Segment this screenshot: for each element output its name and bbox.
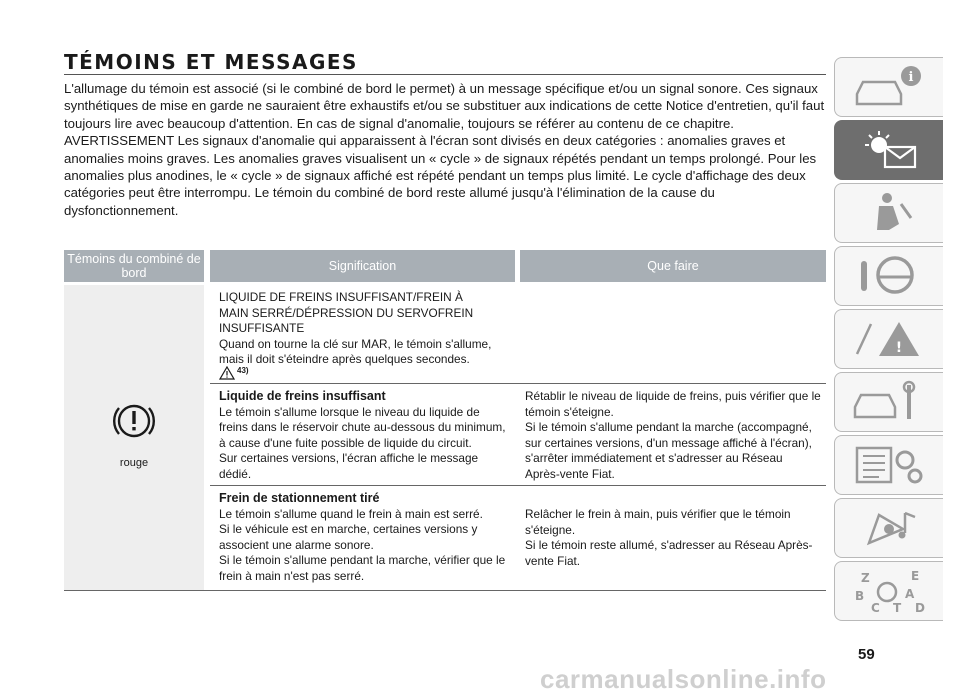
lamp-cell xyxy=(64,285,204,590)
intro-text xyxy=(64,80,826,219)
car-info-icon xyxy=(849,64,929,110)
index-letter: D xyxy=(915,601,925,614)
road-emergency-icon xyxy=(849,316,929,362)
column-header-lamp: Témoins du combiné de bord xyxy=(64,250,204,282)
tab-car-info[interactable] xyxy=(834,57,943,117)
action-line: Après-vente Fiat. xyxy=(525,466,615,481)
row-parking-brake-meaning xyxy=(219,491,519,585)
action-line: s'arrêter immédiatement et s'adresser au Réseau xyxy=(525,451,783,466)
row-divider xyxy=(210,383,826,384)
meaning-line: à cause d'une fuite possible de liquide du circuit. xyxy=(219,435,472,450)
meaning-line: Le témoin s'allume quand le frein à main est serré. xyxy=(219,506,483,521)
tab-emergency[interactable] xyxy=(834,309,943,369)
svg-text:i: i xyxy=(908,70,914,85)
watermark: carmanualsonline.info xyxy=(540,664,827,694)
index-letter: C xyxy=(871,601,880,614)
row-divider xyxy=(210,485,826,486)
row-parking-brake-action xyxy=(525,507,826,569)
meaning-line: Si le témoin s'allume pendant la marche, vérifier que le xyxy=(219,553,506,568)
index-letter: Z xyxy=(861,571,870,585)
index-letter: B xyxy=(855,589,865,603)
tab-warning-lights-messages[interactable] xyxy=(834,120,943,180)
column-header-meaning: Signification xyxy=(210,250,515,282)
index-letter: A xyxy=(905,587,915,601)
table-bottom-rule xyxy=(64,590,826,591)
action-line: Rétablir le niveau de liquide de freins, puis vérifier que le xyxy=(525,389,821,403)
warning-lights-messages-icon xyxy=(849,127,929,173)
title-divider xyxy=(64,74,826,75)
tab-safety[interactable] xyxy=(834,183,943,243)
meaning-line: frein à main n'est pas serré. xyxy=(219,568,365,583)
car-maintenance-icon xyxy=(849,379,929,425)
lamp-color-label: rouge xyxy=(119,457,149,469)
tab-multimedia[interactable] xyxy=(834,498,943,558)
multimedia-icon xyxy=(849,505,929,551)
warning-triangle-icon xyxy=(219,366,235,380)
meaning-line: Sur certaines versions, l'écran affiche le message xyxy=(219,451,479,466)
column-header-action: Que faire xyxy=(520,250,826,282)
general-line: Quand on tourne la clé sur MAR, le témoin s'allume, xyxy=(219,336,492,351)
tab-index[interactable] xyxy=(834,561,943,621)
meaning-line: Le témoin s'allume lorsque le niveau du liquide de xyxy=(219,404,480,419)
general-line: MAIN SERRÉ/DÉPRESSION DU SERVOFREIN xyxy=(219,305,474,320)
action-line: vente Fiat. xyxy=(525,553,581,568)
action-line: s'éteigne. xyxy=(525,522,576,537)
tab-technical-data[interactable] xyxy=(834,435,943,495)
row-heading: Liquide de freins insuffisant xyxy=(219,389,386,403)
airbag-safety-icon xyxy=(849,190,929,236)
action-line: Si le témoin reste allumé, s'adresser au Réseau Après- xyxy=(525,538,813,553)
index-letter: T xyxy=(893,601,902,614)
index-letter: E xyxy=(911,569,920,583)
intro-paragraph-2: AVERTISSEMENT Les signaux d'anomalie qui apparaissent à l'écran sont divisés en deux catégories : anomalies graves et anomalies moins graves. Les anomalies graves visualisent un « cycle » de signaux répétés pendant un temps prolongé. Pour les anomalies plus anodines, le « cycle » de signaux affiché est répété pendant un temps plus limité. Le cycle d'affichage des deux catégories peut être interrompu. Le témoin du combiné de bord reste allumé jusqu'à l'élimination de la cause du dysfonctionnement. xyxy=(64,133,817,218)
tab-maintenance[interactable] xyxy=(834,372,943,432)
action-line: sur certaines versions, d'un message affiché à l'écran), xyxy=(525,435,812,450)
general-description xyxy=(219,290,519,368)
meaning-line: Si le véhicule est en marche, certaines versions y xyxy=(219,522,478,537)
action-line: témoin s'éteigne. xyxy=(525,404,614,419)
page-title: TÉMOINS ET MESSAGES xyxy=(64,50,358,74)
svg-text:!: ! xyxy=(895,340,903,356)
meaning-line: dédié. xyxy=(219,466,252,481)
intro-paragraph-1: L'allumage du témoin est associé (si le combiné de bord le permet) à un message spécifique et/ou un signal sonore. Ces signaux synthétiques de mise en garde ne sauraient être exhaustifs et/ou se substituer aux indications de cette Notice d'entretien, qu'il faut toujours lire avec beaucoup d'attention. En cas de signal d'anomalie, toujours se référer au contenu de ce chapitre. xyxy=(64,81,825,131)
page-number: 59 xyxy=(858,646,875,663)
meaning-line: associent une alarme sonore. xyxy=(219,537,374,552)
warning-reference: 43) xyxy=(237,366,249,375)
general-line: LIQUIDE DE FREINS INSUFFISANT/FREIN À xyxy=(219,290,463,304)
action-line: Relâcher le frein à main, puis vérifier que le témoin xyxy=(525,507,791,521)
alphabetical-index-icon xyxy=(849,568,929,614)
general-line: INSUFFISANTE xyxy=(219,321,305,336)
technical-data-icon xyxy=(849,442,929,488)
row-brake-fluid-meaning xyxy=(219,389,519,483)
row-brake-fluid-action xyxy=(525,389,826,483)
general-line: mais il doit s'éteindre après quelques secondes. xyxy=(219,352,470,367)
action-line: Si le témoin s'allume pendant la marche (accompagné, xyxy=(525,420,812,435)
steering-wheel-key-icon xyxy=(849,253,929,299)
meaning-line: freins dans le réservoir chute au-dessous du minimum, xyxy=(219,420,506,435)
tab-starting-driving[interactable] xyxy=(834,246,943,306)
brake-warning-icon xyxy=(111,398,157,444)
row-heading: Frein de stationnement tiré xyxy=(219,491,380,505)
